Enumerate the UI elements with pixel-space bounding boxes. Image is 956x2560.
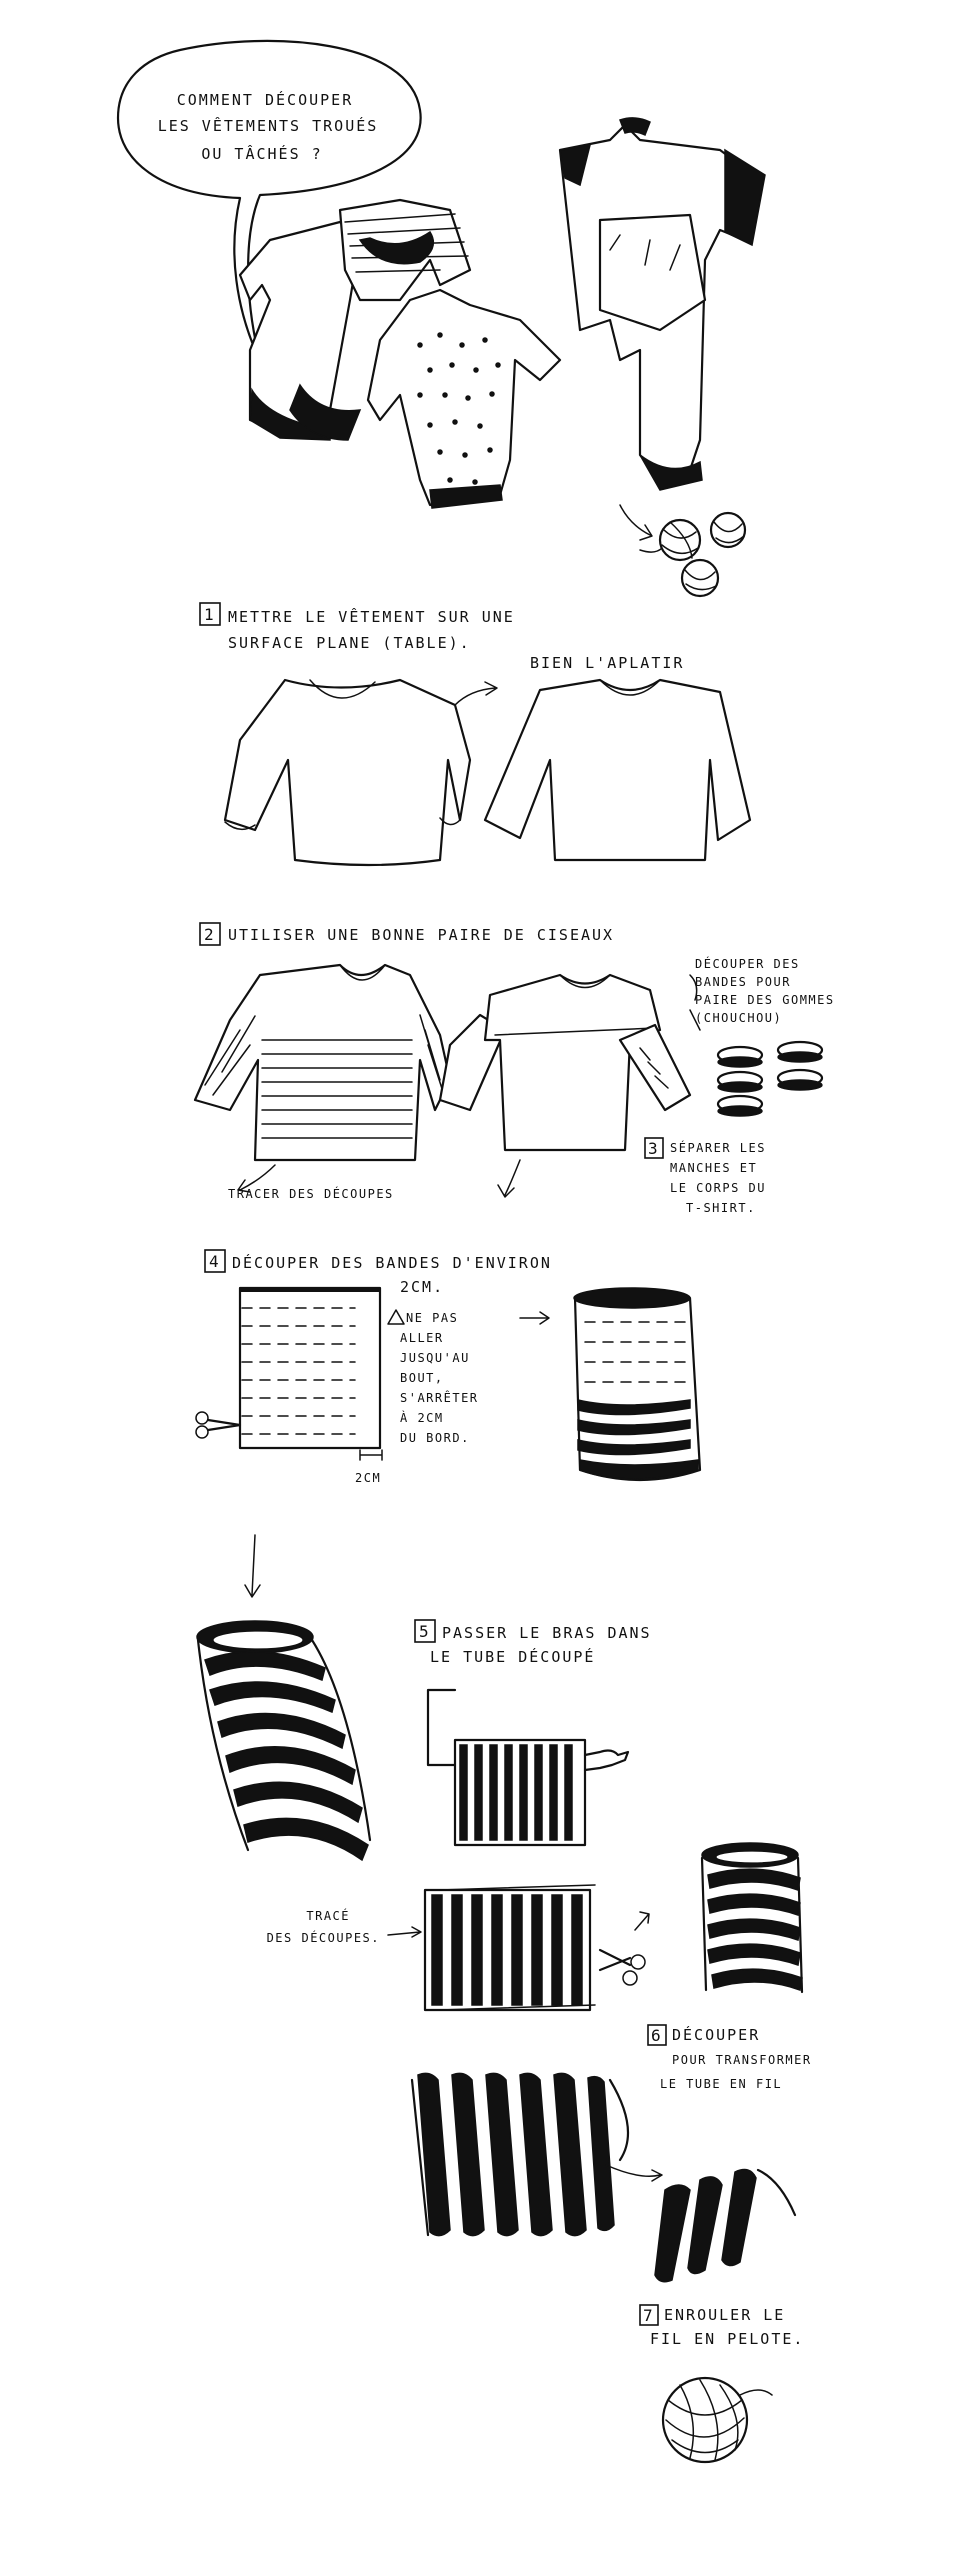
step-7-line-1: Enrouler le bbox=[664, 2306, 786, 2324]
step-1-number: 1 bbox=[204, 605, 214, 624]
step-6-line-2: pour transformer bbox=[672, 2053, 812, 2067]
yarn-balls bbox=[640, 513, 745, 596]
step-6-line-3: le tube en fil bbox=[660, 2077, 783, 2091]
step-2-number: 2 bbox=[204, 925, 214, 944]
step-2-side-note-4: (chouchou) bbox=[695, 1011, 783, 1025]
step-3-line-2: manches et bbox=[670, 1161, 758, 1175]
step-4-warning-4: bout, bbox=[400, 1371, 444, 1385]
step-5-caption-1: Tracé bbox=[306, 1909, 350, 1923]
step-4-line-2: 2cm. bbox=[400, 1278, 445, 1296]
step-4 bbox=[196, 1250, 700, 1485]
spiral-tube bbox=[702, 1843, 802, 1992]
step-5 bbox=[197, 1620, 802, 2010]
step-6 bbox=[412, 2025, 812, 2282]
fabric-tube bbox=[240, 1288, 380, 1448]
garment-pile bbox=[240, 118, 765, 508]
step-4-warning-3: jusqu'au bbox=[400, 1351, 470, 1365]
cut-tube bbox=[574, 1288, 700, 1480]
step-4-warning-7: du bord. bbox=[400, 1431, 470, 1445]
step-3-line-1: Séparer les bbox=[670, 1141, 766, 1155]
step-4-line-1: Découper des bandes d'environ bbox=[232, 1254, 552, 1272]
step-2-caption: Tracer des découpes bbox=[228, 1187, 394, 1201]
step-2 bbox=[195, 923, 835, 1201]
step-2-line-1: Utiliser une bonne paire de ciseaux bbox=[228, 926, 615, 944]
step-5-line-2: le tube découpé bbox=[430, 1648, 596, 1666]
step-2-side-note-1: Découper des bbox=[695, 957, 800, 971]
scissors-icon-2 bbox=[600, 1950, 645, 1985]
intro-scene bbox=[118, 41, 765, 596]
step-6-number: 6 bbox=[651, 2026, 661, 2045]
arrow-flatten bbox=[455, 682, 497, 705]
sleeve-right bbox=[620, 1025, 690, 1110]
hair-bands bbox=[718, 1042, 822, 1116]
step-4-warning-6: à 2cm bbox=[400, 1411, 444, 1425]
step-1 bbox=[200, 603, 750, 865]
step-7-line-2: fil en pelote. bbox=[650, 2330, 805, 2348]
step-3 bbox=[645, 1138, 766, 1215]
step-7 bbox=[640, 2305, 804, 2462]
step-5-caption-2: des découpes. bbox=[266, 1931, 380, 1945]
spiral-strips bbox=[412, 2073, 628, 2235]
scissors-icon bbox=[196, 1412, 240, 1438]
step-6-line-1: Découper bbox=[672, 2026, 761, 2044]
bubble-line-3: ou tâchés ? bbox=[201, 145, 323, 163]
unwound-strip bbox=[655, 2170, 795, 2282]
bubble-line-1: Comment découper bbox=[176, 91, 354, 109]
step-4-warning-2: aller bbox=[400, 1331, 444, 1345]
step-4-warning-1: Ne pas bbox=[406, 1311, 459, 1325]
step-3-line-3: le corps du bbox=[670, 1181, 766, 1195]
step-4-number: 4 bbox=[209, 1252, 219, 1271]
warning-icon bbox=[388, 1310, 404, 1324]
step-4-measure: 2cm bbox=[355, 1471, 382, 1485]
step-5-line-1: Passer le bras dans bbox=[442, 1624, 652, 1642]
step-1-line-2: surface plane (table). bbox=[228, 634, 471, 652]
arrow-to-balls bbox=[620, 505, 652, 540]
step-3-line-4: T-shirt. bbox=[686, 1201, 756, 1215]
horizontal-cut-tube bbox=[425, 1885, 595, 2010]
bubble-line-2: les vêtements troués bbox=[157, 117, 379, 135]
striped-shirt bbox=[195, 965, 450, 1160]
flat-shirt bbox=[485, 680, 750, 860]
step-7-number: 7 bbox=[643, 2306, 653, 2325]
step-3-number: 3 bbox=[648, 1139, 658, 1158]
step-2-side-note-3: paire des gommes bbox=[695, 993, 835, 1007]
yarn-ball-final bbox=[663, 2378, 772, 2462]
arrow-to-tube bbox=[520, 1312, 549, 1324]
step-2-side-note-2: bandes pour bbox=[695, 975, 791, 989]
arm-in-tube bbox=[428, 1690, 628, 1845]
bent-tube bbox=[197, 1621, 370, 1860]
step-4-warning-5: s'arrêter bbox=[400, 1391, 479, 1405]
step-1-aside: Bien l'aplatir bbox=[530, 654, 685, 672]
arrow-down bbox=[245, 1535, 260, 1597]
step-1-line-1: Mettre le vêtement sur une bbox=[228, 608, 515, 626]
wrinkled-shirt bbox=[225, 680, 470, 865]
step-5-number: 5 bbox=[419, 1622, 429, 1641]
